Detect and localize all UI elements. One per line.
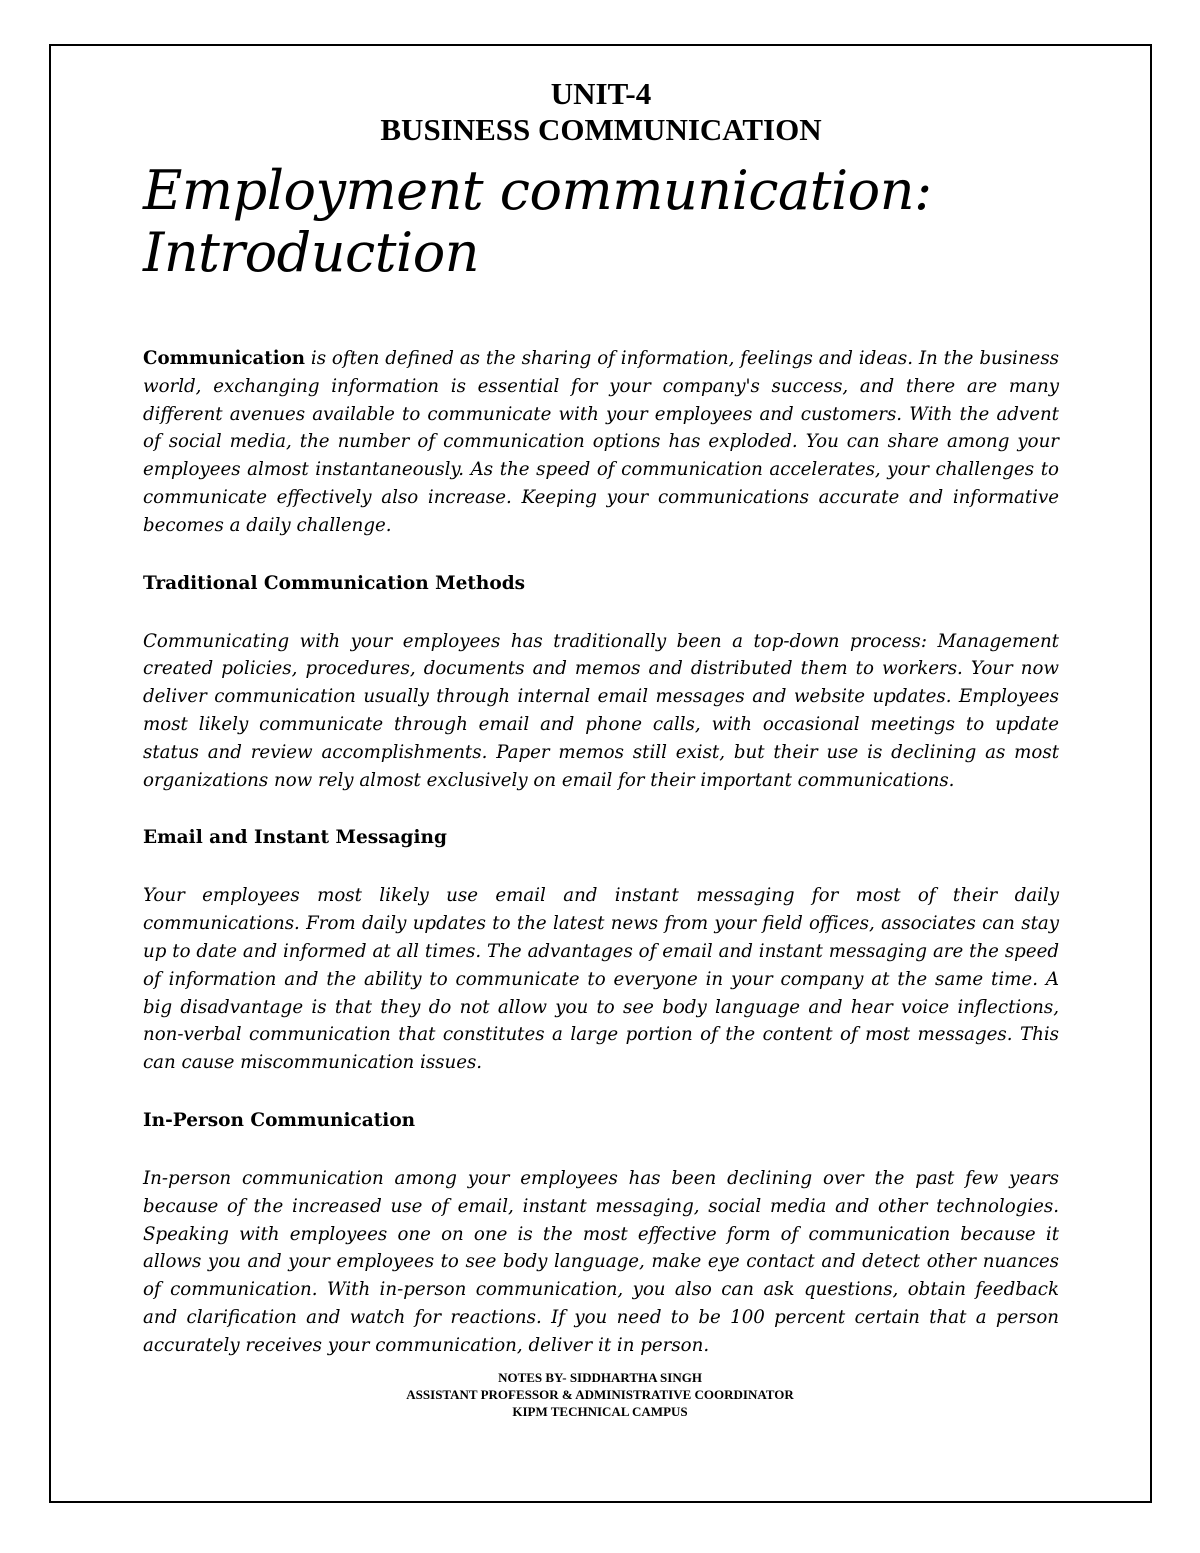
footer-author: NOTES BY- SIDDHARTHA SINGH [498, 1370, 702, 1385]
intro-lead-term: Communication [143, 348, 305, 369]
intro-paragraph [143, 345, 1059, 540]
page-title-line-1: Employment communication: [143, 159, 932, 222]
page-title [143, 160, 1059, 284]
section-heading-in-person: In-Person Communication [143, 1109, 416, 1131]
section-body-traditional: Communicating with your employees has traditionally been a top-down process: Management created policies, procedures, documents and memos and distributed them to workers. Your now deliver communication usually through internal email messages and website updates. Employees most likely communicate through email and phone calls, with occasional meetings to update status and review accomplishments. Paper memos still exist, but their use is declining as most organizations now rely almost exclusively on email for their important communications. [143, 630, 1059, 791]
section-body-email: Your employees most likely use email and instant messaging for most of their daily communications. From daily updates to the latest news from your field offices, associates can stay up to date and informed at all times. The advantages of email and instant messaging are the speed of information and the ability to communicate to everyone in your company at the same time. A big disadvantage is that they do not allow you to see body language and hear voice inflections, non-verbal communication that constitutes a large portion of the content of most messages. This can cause miscommunication issues. [143, 885, 1059, 1074]
footer-institution: KIPM TECHNICAL CAMPUS [512, 1404, 688, 1419]
intro-text: is often defined as the sharing of information, feelings and ideas. In the business world, exchanging information is essential for your company's success, and there are many different avenues available to communicate with your employees and customers. With the advent of social media, the number of communication options has exploded. You can share among your employees almost instantaneously. As the speed of communication accelerates, your challenges to communicate effectively also increase. Keeping your communications accurate and informative becomes a daily challenge. [143, 348, 1059, 536]
unit-title: UNIT-4 [550, 76, 652, 111]
section-heading-traditional: Traditional Communication Methods [143, 572, 526, 594]
page-title-line-2: Introduction [143, 221, 479, 284]
section-heading-email: Email and Instant Messaging [143, 827, 447, 849]
section-body-in-person: In-person communication among your employees has been declining over the past few years because of the increased use of email, instant messaging, social media and other technologies. Speaking with employees one on one is the most effective form of communication because it allows you and your employees to see body language, make eye contact and detect other nuances of communication. With in-person communication, you also can ask questions, obtain feedback and clarification and watch for reactions. If you need to be 100 percent certain that a person accurately receives your communication, deliver it in person. [143, 1167, 1059, 1356]
subject-title: BUSINESS COMMUNICATION [380, 112, 822, 147]
footer-credits [0, 1369, 1200, 1420]
footer-designation: ASSISTANT PROFESSOR & ADMINISTRATIVE COORDINATOR [406, 1387, 794, 1402]
document-content [143, 76, 1059, 1360]
